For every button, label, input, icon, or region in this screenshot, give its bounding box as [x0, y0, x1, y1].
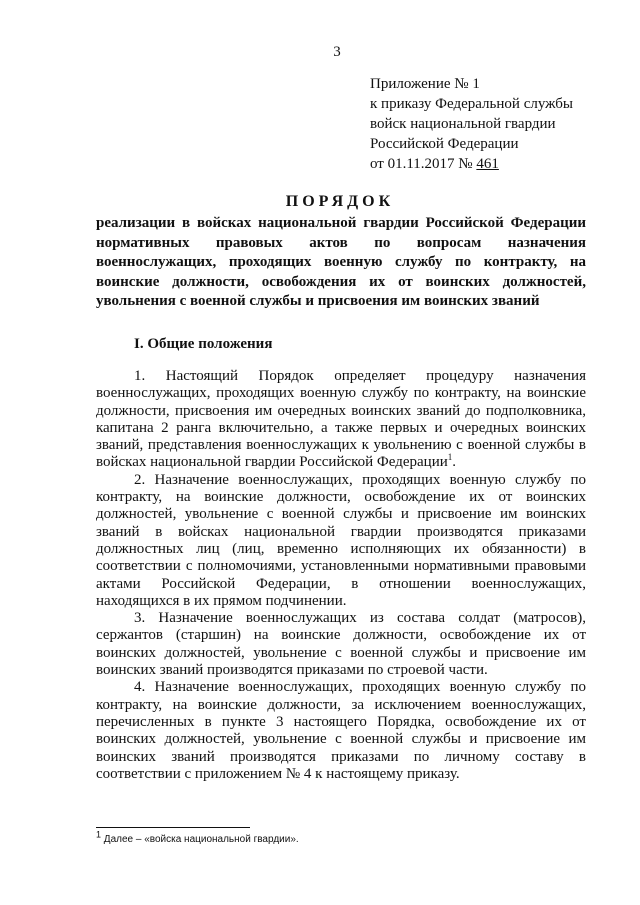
appendix-line: к приказу Федеральной службы — [370, 96, 574, 112]
order-number: 461 — [476, 156, 499, 172]
document-subtitle: реализации в войсках национальной гвардии Российской Федерации нормативных правовых актов по вопросам назначения военнослужащих, проходящих военную службу по контракту, на воинские должности, освобождения их от воинских должностей, увольнения с военной службы и присвоения им воинских званий — [96, 215, 586, 309]
paragraph-1-end: . — [452, 454, 457, 471]
paragraph-4: 4. Назначение военнослужащих, проходящих военную службу по контракту, на воинские должности, за исключением военнослужащих, перечисленных в пункте 3 настоящего Порядка, освобождение их от воинских должностей, увольнение с военной службы и присвоение им воинских званий производятся приказами по личному составу в соответствии с приложением № 4 к настоящему приказу. — [96, 679, 586, 782]
paragraph-1 — [96, 368, 586, 472]
footnote — [96, 829, 586, 845]
appendix-line: Приложение № 1 — [370, 76, 480, 92]
document-title: ПОРЯДОК — [285, 193, 395, 210]
footnote-reference[interactable]: 1 — [447, 452, 453, 463]
appendix-line: войск национальной гвардии — [370, 116, 556, 132]
section-heading: I. Общие положения — [134, 336, 273, 352]
paragraph-1-text: 1. Настоящий Порядок определяет процедуру назначения военнослужащих, проходящих военную службу по контракту, на воинские должности, присвоения им очередных воинских званий до подполковника, капитана 2 ранга включительно, а также первых и очередных воинских званий, представления военнослужащих к увольнению с военной службы в войсках национальной гвардии Российской Федерации — [96, 368, 586, 471]
appendix-line: Российской Федерации — [370, 136, 519, 152]
appendix-date-line — [370, 154, 610, 174]
paragraph-3: 3. Назначение военнослужащих из состава солдат (матросов), сержантов (старшин) на воинские должности, освобождение их от воинских должностей, увольнение с военной службы и присвоение им воинских званий производятся приказами по строевой части. — [96, 610, 586, 679]
footnote-text: Далее – «войска национальной гвардии». — [101, 834, 299, 845]
paragraph-2: 2. Назначение военнослужащих, проходящих военную службу по контракту, на воинские должности, освобождение их от воинских должностей, увольнение с военной службы и присвоение им воинских званий в войсках национальной гвардии производятся приказами должностных лиц (лиц, временно исполняющих их обязанности) в соответствии с полномочиями, установленными нормативными правовыми актами Российской Федерации, в отношении военнослужащих, находящихся в их прямом подчинении. — [96, 471, 586, 609]
page-number: 3 — [333, 44, 341, 60]
appendix-date: от 01.11.2017 № — [370, 156, 473, 172]
footnote-divider — [96, 827, 250, 828]
appendix-block — [370, 74, 610, 174]
body-text — [96, 368, 586, 783]
footnote-mark: 1 — [96, 829, 102, 840]
